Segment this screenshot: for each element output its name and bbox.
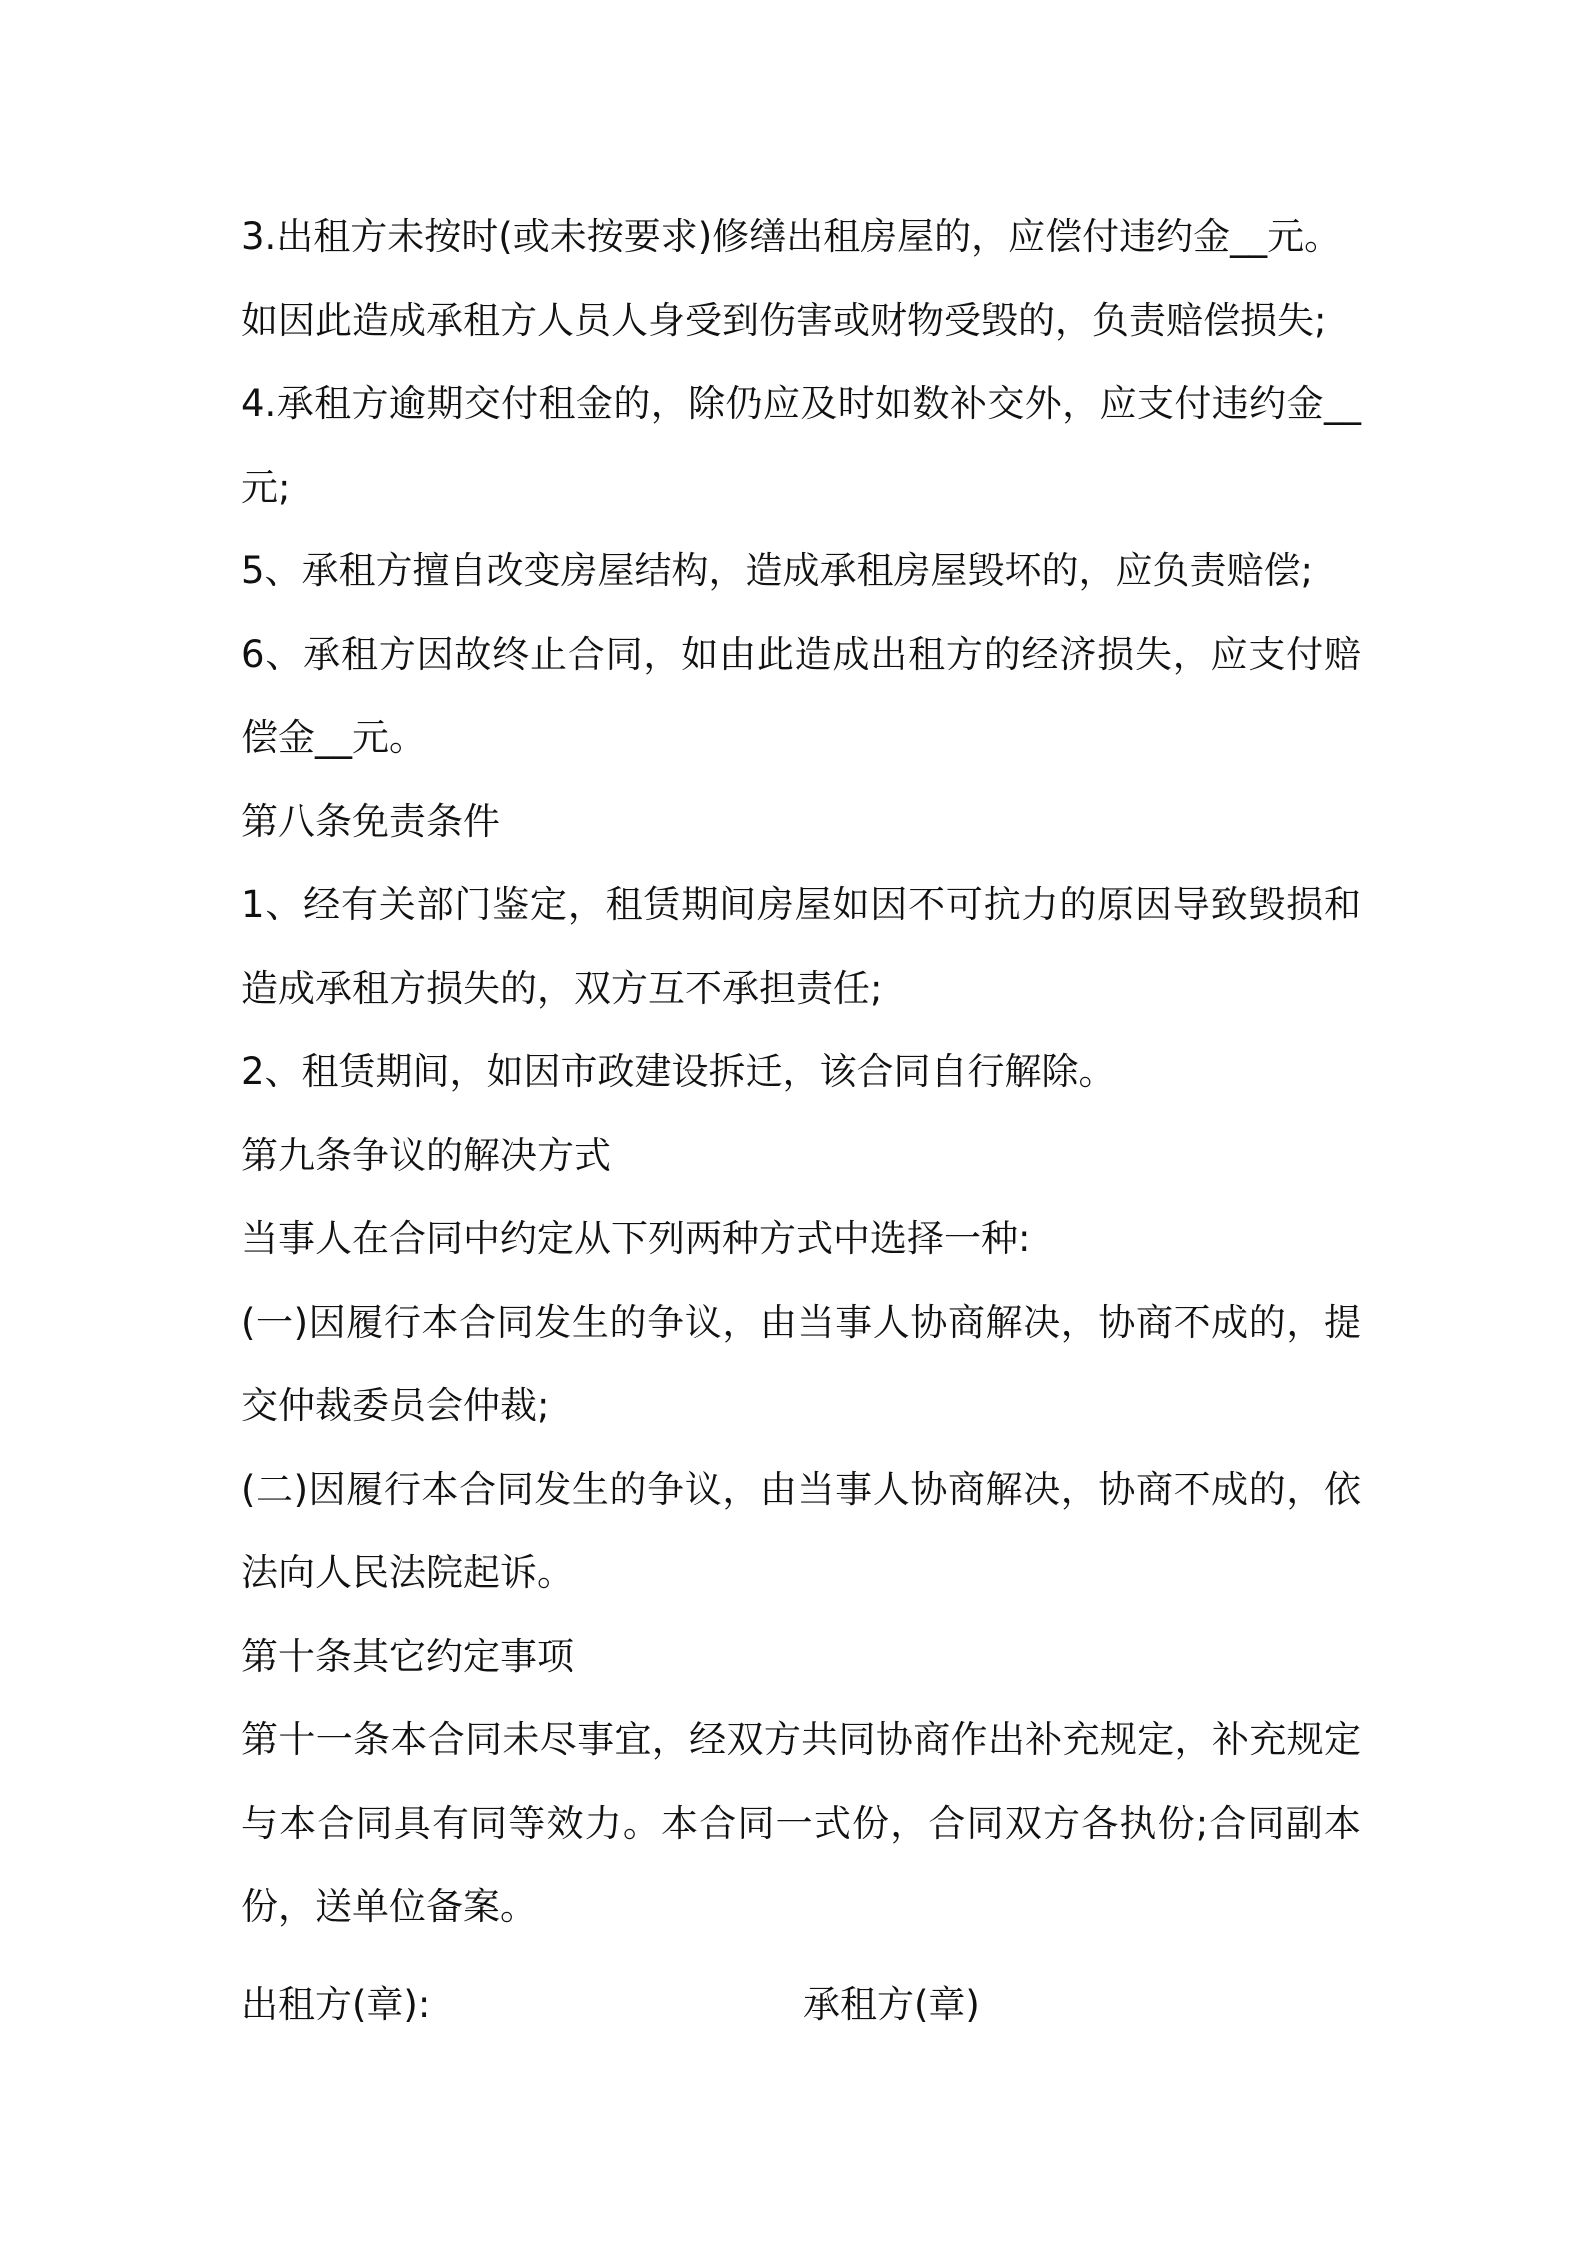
paragraph-clause-7-3-cont: 如因此造成承租方人员人身受到伤害或财物受毁的，负责赔偿损失; <box>241 298 1327 342</box>
paragraph-clause-7-3: 3.出租方未按时(或未按要求)修缮出租房屋的，应偿付违约金__元。 <box>241 215 1342 258</box>
paragraph-clause-9-1: (一)因履行本合同发生的争议，由当事人协商解决，协商不成的，提交仲裁委员会仲裁; <box>241 1300 1361 1427</box>
paragraph-article-11: 第十一条本合同未尽事宜，经双方共同协商作出补充规定，补充规定与本合同具有同等效力。本合同一式份，合同双方各执份;合同副本份，送单位备案。 <box>241 1718 1361 1928</box>
paragraph-clause-8-1: 1、经有关部门鉴定，租赁期间房屋如因不可抗力的原因导致毁损和造成承租方损失的，双方互不承担责任; <box>241 883 1361 1010</box>
paragraph-clause-7-4: 4.承租方逾期交付租金的，除仍应及时如数补交外，应支付违约金__元; <box>241 382 1361 509</box>
paragraph-clause-9-intro: 当事人在合同中约定从下列两种方式中选择一种: <box>241 1217 1031 1260</box>
document-body <box>241 195 1361 2047</box>
heading-article-10: 第十条其它约定事项 <box>241 1634 574 1678</box>
paragraph-clause-7-5: 5、承租方擅自改变房屋结构，造成承租房屋毁坏的，应负责赔偿; <box>241 549 1314 592</box>
heading-article-8: 第八条免责条件 <box>241 799 500 843</box>
lessee-signature-label: 承租方(章) <box>803 1982 980 2026</box>
lessor-signature-label: 出租方(章): <box>241 1982 431 2026</box>
paragraph-clause-9-2: (二)因履行本合同发生的争议，由当事人协商解决，协商不成的，依法向人民法院起诉。 <box>241 1467 1361 1594</box>
paragraph-clause-7-6: 6、承租方因故终止合同，如由此造成出租方的经济损失，应支付赔偿金__元。 <box>241 632 1361 759</box>
signature-row <box>241 1963 1361 2047</box>
heading-article-9: 第九条争议的解决方式 <box>241 1133 611 1177</box>
paragraph-clause-8-2: 2、租赁期间，如因市政建设拆迁，该合同自行解除。 <box>241 1050 1116 1093</box>
